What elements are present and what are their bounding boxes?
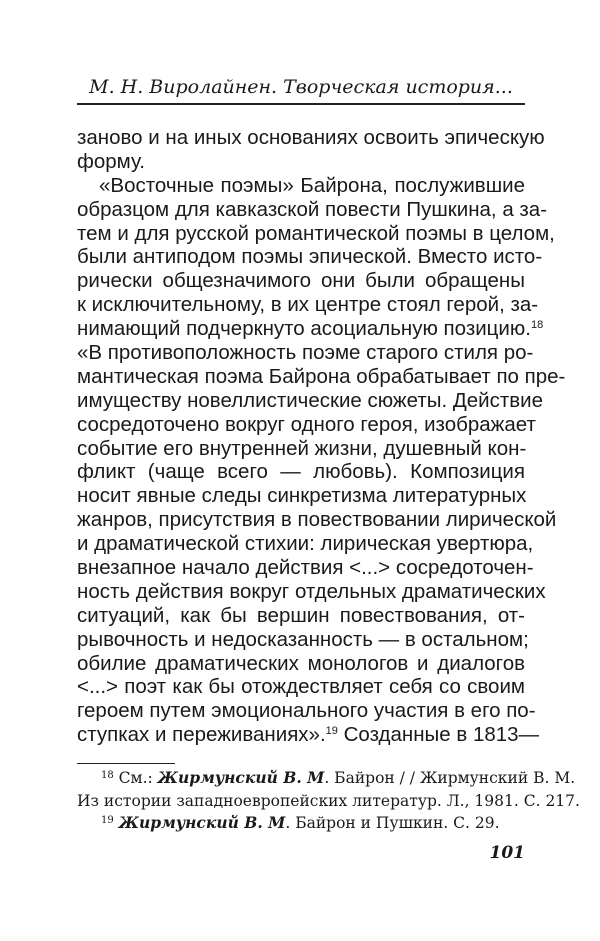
author-name: Жирмунский В. М (157, 768, 325, 787)
text-run: были антиподом поэмы эпической. Вместо исто- (77, 245, 543, 269)
text-line (77, 317, 544, 341)
text-run: ность действия вокруг отдельных драматических (77, 579, 546, 603)
header-rule (77, 103, 525, 105)
text-line (77, 556, 534, 580)
text-line (77, 675, 525, 699)
text-run: форму. (77, 149, 145, 173)
text-run: событие его внутренней жизни, душевный кон- (77, 436, 527, 460)
text-line (77, 652, 525, 676)
footnote-line (77, 812, 525, 835)
text-run: сосредоточено вокруг одного героя, изображает (77, 412, 536, 436)
text-line (77, 269, 525, 293)
text-run: носит явные следы синкретизма литературных (77, 484, 527, 508)
page-number: 101 (489, 843, 525, 863)
text-run: героем путем эмоционального участия в его по- (77, 699, 536, 723)
text-run: ситуаций, как бы вершин повествования, от- (77, 603, 525, 627)
text-run: образцом для кавказской повести Пушкина, а за- (77, 197, 548, 221)
text-run: заново и на иных основаниях освоить эпическую (77, 126, 545, 149)
footnote-separator (77, 763, 175, 764)
text-line (77, 388, 543, 413)
body-text (77, 126, 566, 747)
footnote-ref: 19 (325, 725, 338, 738)
text-line (77, 221, 555, 246)
text-run: рывочность и недосказанность — в остальном; (77, 627, 529, 651)
text-line (77, 364, 566, 389)
text-line (77, 699, 536, 723)
text-line (77, 532, 534, 556)
text-run: к исключительному, в их центре стоял герой, за- (77, 293, 539, 317)
text-run: тем и для русской романтической поэмы в целом, (77, 221, 555, 245)
text-line (77, 150, 525, 174)
text-line (77, 484, 525, 508)
text-run: См.: (113, 769, 158, 787)
text-run: жанров, присутствия в повествовании лирической (77, 508, 557, 532)
text-run: . Байрон и Пушкин. С. 29. (285, 814, 500, 832)
text-run: мантическая поэма Байрона обрабатывает по пре- (77, 364, 566, 388)
text-run: рически общезначимого они были обращены (77, 269, 525, 293)
text-line (77, 604, 525, 628)
text-line (77, 579, 546, 604)
text-run: «В противоположность поэме старого стиля ро- (77, 341, 534, 365)
text-line (77, 174, 525, 198)
text-run: «Восточные поэмы» Байрона, послужившие (99, 173, 525, 197)
text-run: нимающий подчеркнуто асоциальную позицию. (77, 317, 531, 341)
text-line (77, 126, 545, 150)
footnote-line (77, 790, 580, 813)
text-run: и драматической стихии: лирическая увертюра, (77, 532, 534, 556)
text-line (77, 245, 543, 269)
text-run: имуществу новеллистические сюжеты. Действие (77, 388, 543, 412)
footnote-ref: 18 (101, 770, 114, 781)
text-line (77, 341, 534, 365)
text-run: внезапное начало действия <...> сосредоточен- (77, 556, 534, 580)
text-run: . Байрон / / Жирмунский В. М. (324, 769, 576, 787)
footnote-line (77, 767, 576, 790)
text-line (77, 508, 557, 532)
text-line (77, 437, 525, 461)
text-run: Из истории западноевропейских литератур. Л., 1981. С. 217. (77, 791, 580, 810)
text-run: фликт (чаще всего — любовь). Композиция (77, 460, 525, 484)
text-run: Созданные в 1813— (337, 723, 540, 747)
text-line (77, 460, 525, 484)
text-line (77, 627, 529, 652)
text-run: <...> поэт как бы отождествляет себя со своим (77, 675, 525, 699)
text-line (77, 412, 536, 437)
text-line (77, 293, 539, 317)
footnotes (77, 767, 580, 835)
text-line (77, 723, 540, 747)
running-header: М. Н. Виролайнен. Творческая история... (89, 76, 513, 98)
text-run: ступках и переживаниях». (77, 723, 326, 747)
author-name: Жирмунский В. М (118, 813, 286, 832)
text-run: обилие драматических монологов и диалогов (77, 651, 525, 675)
footnote-ref: 19 (101, 815, 114, 826)
text-line (77, 197, 548, 222)
footnote-ref: 18 (530, 319, 544, 332)
